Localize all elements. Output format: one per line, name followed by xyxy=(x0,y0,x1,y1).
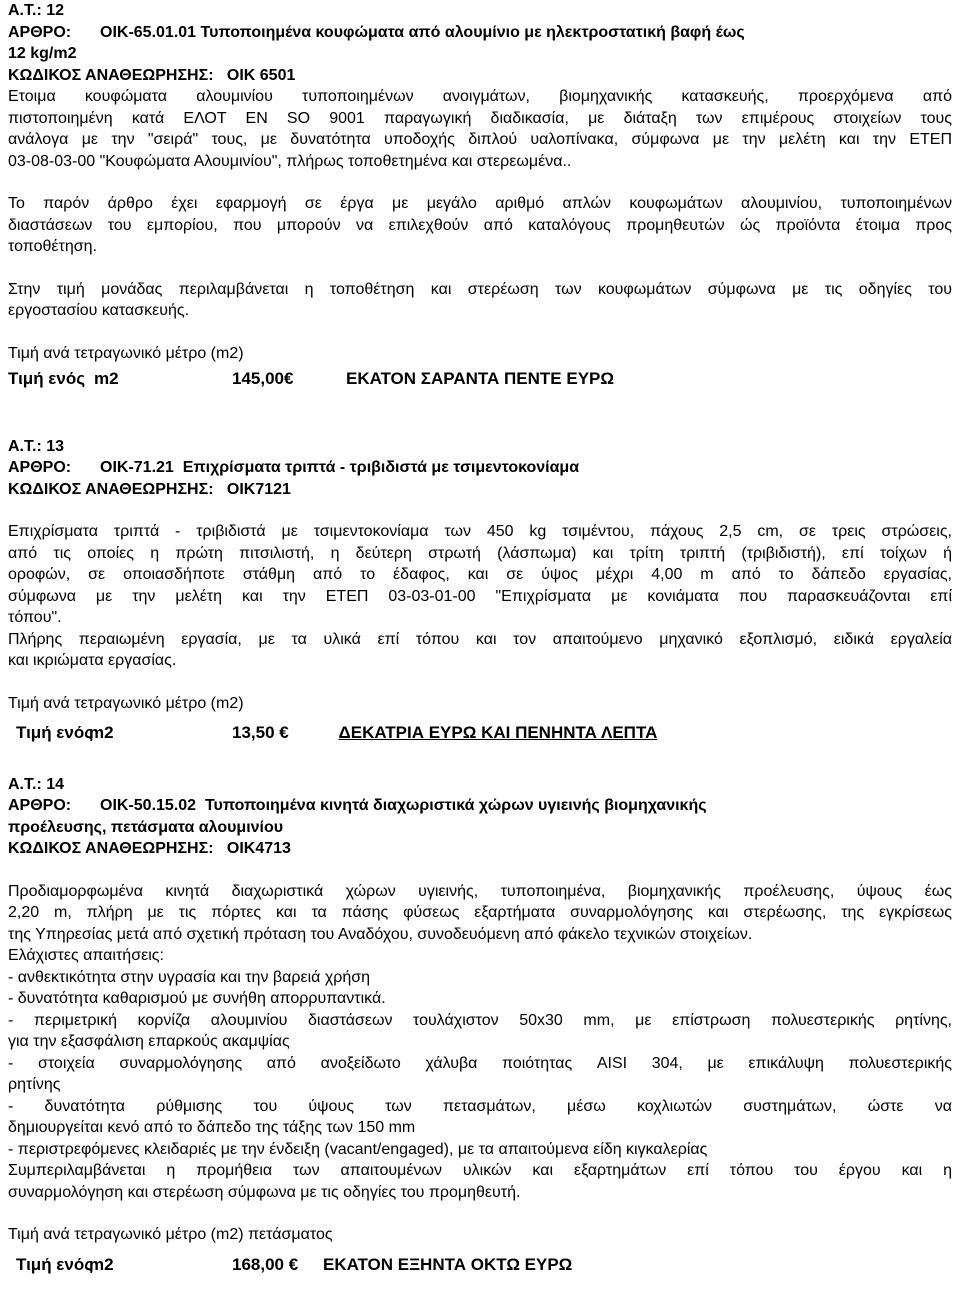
revision-value: ΟΙΚ 6501 xyxy=(226,66,296,84)
list-item: - περιμετρική κορνίζα αλουμινίου διαστάσεων τουλάχιστον 50x30 mm, με επίστρωση πολυεστερικής ρητίνης, xyxy=(8,1011,952,1029)
text-line: Ελάχιστες απαιτήσεις: xyxy=(8,947,164,964)
article-title-cont: 12 kg/m2 xyxy=(8,45,77,62)
text-line: και ικριώματα εργασίας. xyxy=(8,652,177,669)
price-label: Τιμή ενός xyxy=(16,723,94,742)
revision-value: ΟΙΚ4713 xyxy=(226,840,291,857)
unit-description: Τιμή ανά τετραγωνικό μέτρο (m2) xyxy=(8,344,244,362)
text-line: Επιχρίσματα τριπτά - τριβιδιστά με τσιμεντοκονίαμα των 450 kg τσιμέντου, πάχους 2,5 cm, σε τρεις στρώσεις, xyxy=(8,523,952,540)
item-12 xyxy=(8,0,952,390)
description xyxy=(8,521,952,672)
paragraph xyxy=(8,193,952,258)
list-item: - ανθεκτικότητα στην υγρασία και την βαρειά χρήση xyxy=(8,968,371,986)
text-line: Στην τιμή μονάδας περιλαμβάνεται η τοποθέτηση και στερέωση των κουφωμάτων σύμφωνα με τις οδηγίες του xyxy=(8,280,952,298)
text-line: συναρμολόγηση και στερέωση σύμφωνα με τις οδηγίες του προμηθευτή. xyxy=(8,1183,521,1201)
text-line: 03-08-03-00 "Κουφώματα Αλουμινίου", πλήρως τοποθετημένα και στερεωμένα.. xyxy=(8,152,572,170)
price-unit: m2 xyxy=(89,723,114,742)
text-line: Ετοιμα κουφώματα αλουμινίου τυποποιημένων ανοιγμάτων, βιομηχανικής κατασκευής, προερχόμενα από xyxy=(8,88,952,105)
price-row xyxy=(8,1254,952,1276)
list-item: για την εξασφάλιση επαρκούς ακαμψίας xyxy=(8,1033,290,1050)
item-14 xyxy=(8,774,952,1276)
price-label: Τιμή ενός xyxy=(16,1254,94,1274)
euro-symbol: € xyxy=(274,723,289,742)
article-label: ΑΡΘΡΟ: xyxy=(8,797,72,814)
list-item: - στοιχεία συναρμολόγησης από ανοξείδωτο χάλυβα ποιότητας AISI 304, με επικάλυψη πολυεστερικής xyxy=(8,1054,953,1072)
revision-label: ΚΩΔΙΚΟΣ ΑΝΑΘΕΩΡΗΣΗΣ: xyxy=(8,840,214,857)
text-line: ανάλογα με την "σειρά" τους, με δυνατότητα υποδοχής διπλού υαλοπίνακα, σύμφωνα με την μελέτη και την ΕΤΕΠ xyxy=(8,131,952,148)
unit-description: Τιμή ανά τετραγωνικό μέτρο (m2) πετάσματος xyxy=(8,1226,333,1243)
article-title-text: Τυποποιημένα κουφώματα από αλουμίνιο με ηλεκτροστατική βαφή έως xyxy=(200,23,745,41)
revision-value: ΟΙΚ7121 xyxy=(226,480,291,498)
article-title xyxy=(8,457,952,479)
price-label: Τιμή ενός xyxy=(8,369,86,388)
revision-code xyxy=(8,479,952,501)
price-words: ΕΚΑΤΟΝ ΣΑΡΑΝΤΑ ΠΕΝΤΕ ΕΥΡΩ xyxy=(346,369,614,388)
euro-symbol: € xyxy=(284,1254,299,1274)
text-line: πιστοποιημένη κατά ΕΛΟΤ ΕΝ SO 9001 παραγωγική διαδικασία, με διάταξη των επιμέρους στοιχείων τους xyxy=(8,109,952,127)
price-unit: m2 xyxy=(89,1254,114,1274)
article-title xyxy=(8,795,952,817)
text-line: τόπου". xyxy=(8,609,62,626)
text-line: Πλήρης περαιωμένη εργασία, με τα υλικά επί τόπου και τον απαιτούμενο μηχανικό εξοπλισμό, ειδικά εργαλεία xyxy=(8,630,952,648)
article-label: ΑΡΘΡΟ: xyxy=(8,23,72,41)
price-unit: m2 xyxy=(94,369,119,388)
article-code: ΟΙΚ-65.01.01 xyxy=(100,23,197,41)
article-title-cont: προέλευσης, πετάσματα αλουμινίου xyxy=(8,818,284,836)
text-line: Προδιαμορφωμένα κινητά διαχωριστικά χώρων υγιεινής, τυποποιημένα, βιομηχανικής προέλευσης, ύψους έως xyxy=(8,882,952,900)
list-item: - δυνατότητα καθαρισμού με συνήθη απορρυπαντικά. xyxy=(8,990,386,1007)
price-row xyxy=(8,722,952,744)
article-title-text: Επιχρίσματα τριπτά - τριβιδιστά με τσιμεντοκονίαμα xyxy=(182,459,580,476)
price-value: 13,50 xyxy=(232,723,275,742)
item-number: Α.Τ.: 13 xyxy=(8,437,65,455)
price-words: ΔΕΚΑΤΡΙΑ ΕΥΡΩ ΚΑΙ ΠΕΝΗΝΤΑ ΛΕΠΤΑ xyxy=(338,723,658,742)
list-item: - δυνατότητα ρύθμισης του ύψους των πετασμάτων, μέσω κοχλιωτών συστημάτων, ώστε να xyxy=(8,1097,952,1115)
text-line: της Υπηρεσίας μετά από σχετική πρόταση του Αναδόχου, συνοδευόμενη από φάκελο τεχνικών στοιχείων. xyxy=(8,925,753,943)
article-code: ΟΙΚ-71.21 xyxy=(100,459,174,476)
unit-description: Τιμή ανά τετραγωνικό μέτρο (m2) xyxy=(8,694,244,712)
price-words: ΕΚΑΤΟΝ ΕΞΗΝΤΑ ΟΚΤΩ ΕΥΡΩ xyxy=(323,1254,573,1274)
paragraph xyxy=(8,279,952,322)
price-value: 145,00 xyxy=(232,369,284,388)
revision-code xyxy=(8,65,952,87)
text-line: τοποθέτηση. xyxy=(8,238,97,255)
euro-symbol: € xyxy=(284,369,294,388)
text-line: οροφών, σε οποιασδήποτε στάθμη από το έδαφος, και σε ύψος μέχρι 4,00 m από το δάπεδο εργασίας, xyxy=(8,566,952,583)
description xyxy=(8,86,952,172)
text-line: σύμφωνα με την μελέτη και την ΕΤΕΠ 03-03-01-00 "Επιχρίσματα με κονιάματα που παρασκευάζονται επί xyxy=(8,587,952,605)
text-line: 2,20 m, πλήρη με τις πόρτες και τα πάσης φύσεως εξαρτήματα συναρμολόγησης και στερέωσης, της εγκρίσεως xyxy=(8,904,952,921)
revision-label: ΚΩΔΙΚΟΣ ΑΝΑΘΕΩΡΗΣΗΣ: xyxy=(8,66,214,84)
list-item: - περιστρεφόμενες κλειδαριές με την ένδειξη (vacant/engaged), με τα απαιτούμενα είδη κιγκαλερίας xyxy=(8,1140,708,1158)
text-line: εργοστασίου κατασκευής. xyxy=(8,302,190,319)
list-item: δημιουργείται κενό από το δάπεδο της τάξης των 150 mm xyxy=(8,1119,416,1136)
item-13 xyxy=(8,436,952,744)
text-line: Το παρόν άρθρο έχει εφαρμογή σε έργα με μεγάλο αριθμό απλών κουφωμάτων αλουμινίου, τυποποιημένων xyxy=(8,195,952,212)
requirements-list xyxy=(8,967,952,1204)
list-item: ρητίνης xyxy=(8,1076,61,1093)
article-code: ΟΙΚ-50.15.02 xyxy=(100,797,197,814)
revision-label: ΚΩΔΙΚΟΣ ΑΝΑΘΕΩΡΗΣΗΣ: xyxy=(8,480,214,498)
article-title xyxy=(8,22,952,44)
article-label: ΑΡΘΡΟ: xyxy=(8,459,72,476)
text-line: διαστάσεων του εμπορίου, που μπορούν να επιλεχθούν από καταλόγους προμηθευτών ώς προϊόντα έτοιμα προς xyxy=(8,216,952,234)
text-line: Συμπεριλαμβάνεται η προμήθεια των απαιτουμένων υλικών και εξαρτημάτων επί τόπου του έργου και η xyxy=(8,1162,952,1179)
item-number: Α.Τ.: 14 xyxy=(8,775,65,793)
text-line: από τις οποίες η πρώτη πιτσιλιστή, η δεύτερη στρωτή (λάσπωμα) και τρίτη τριπτή (τριβιδιστή), επί τοίχων ή xyxy=(8,544,952,562)
price-value: 168,00 xyxy=(232,1254,284,1274)
description xyxy=(8,881,952,967)
revision-code xyxy=(8,838,952,860)
article-title-text: Τυποποιημένα κινητά διαχωριστικά χώρων υγιεινής βιομηχανικής xyxy=(204,797,707,814)
item-number: Α.Τ.: 12 xyxy=(8,2,65,19)
price-row xyxy=(8,368,952,390)
